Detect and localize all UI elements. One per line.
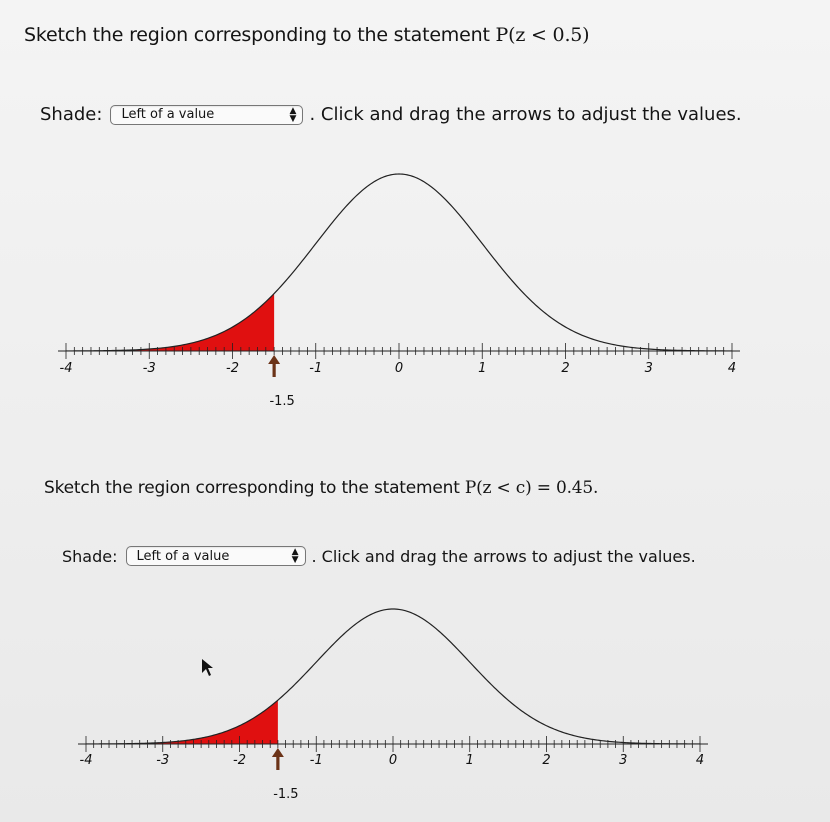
normal-curve xyxy=(86,609,700,744)
x-tick-label: -1 xyxy=(309,361,323,376)
updown-chevron-icon: ▲ ▼ xyxy=(291,547,299,565)
panel1-prompt-math: P(z < 0.5) xyxy=(495,24,590,46)
panel2-instruction: . Click and drag the arrows to adjust the values. xyxy=(311,546,696,566)
panel1-prompt-text: Sketch the region corresponding to the statement xyxy=(24,24,490,46)
updown-chevron-icon: ▲ ▼ xyxy=(289,105,297,124)
panel2-shade-label: Shade: xyxy=(62,546,118,566)
shaded-region xyxy=(86,700,278,744)
panel2-shade-select[interactable] xyxy=(126,546,306,566)
drag-arrow-handle[interactable] xyxy=(268,355,280,377)
panel1-shade-row xyxy=(40,104,742,125)
x-tick-label: -4 xyxy=(59,361,73,376)
shaded-region xyxy=(66,294,274,351)
panel2-prompt-math: P(z < c) = 0.45. xyxy=(464,478,599,498)
x-tick-label: 0 xyxy=(388,753,398,768)
x-tick-label: 2 xyxy=(561,361,570,376)
x-tick-label: -3 xyxy=(142,361,156,376)
panel1-normal-chart xyxy=(0,165,830,409)
panel1-prompt xyxy=(24,24,589,46)
x-tick-label: 1 xyxy=(465,753,474,768)
x-tick-label: 4 xyxy=(727,361,737,376)
panel1-shade-select[interactable] xyxy=(110,105,303,125)
normal-curve xyxy=(66,174,732,351)
panel2-shade-select-value: Left of a value xyxy=(136,548,230,564)
panel2-normal-chart xyxy=(0,600,830,820)
x-tick-label: 3 xyxy=(619,753,628,768)
x-tick-label: 3 xyxy=(644,361,653,376)
x-tick-label: 2 xyxy=(542,753,551,768)
panel1-instruction: . Click and drag the arrows to adjust the values. xyxy=(309,104,742,125)
x-tick-label: -2 xyxy=(233,753,246,768)
up-arrow-icon xyxy=(272,748,284,757)
arrow-value-label: -1.5 xyxy=(273,787,299,802)
drag-arrow-handle[interactable] xyxy=(272,748,284,770)
panel1-shade-label: Shade: xyxy=(40,104,103,125)
up-arrow-icon xyxy=(268,355,280,364)
x-tick-label: 0 xyxy=(394,361,404,376)
panel2-prompt xyxy=(44,478,598,498)
x-tick-label: 4 xyxy=(695,753,705,768)
arrow-value-label: -1.5 xyxy=(269,394,295,409)
x-tick-label: -1 xyxy=(309,753,323,768)
panel1-shade-select-value: Left of a value xyxy=(121,107,215,122)
x-tick-label: -3 xyxy=(156,753,170,768)
panel2-prompt-text: Sketch the region corresponding to the statement xyxy=(44,478,460,498)
x-tick-label: -2 xyxy=(226,361,239,376)
panel2-shade-row xyxy=(62,546,696,566)
x-tick-label: 1 xyxy=(478,361,487,376)
mouse-pointer-icon xyxy=(200,658,216,678)
x-tick-label: -4 xyxy=(79,753,93,768)
